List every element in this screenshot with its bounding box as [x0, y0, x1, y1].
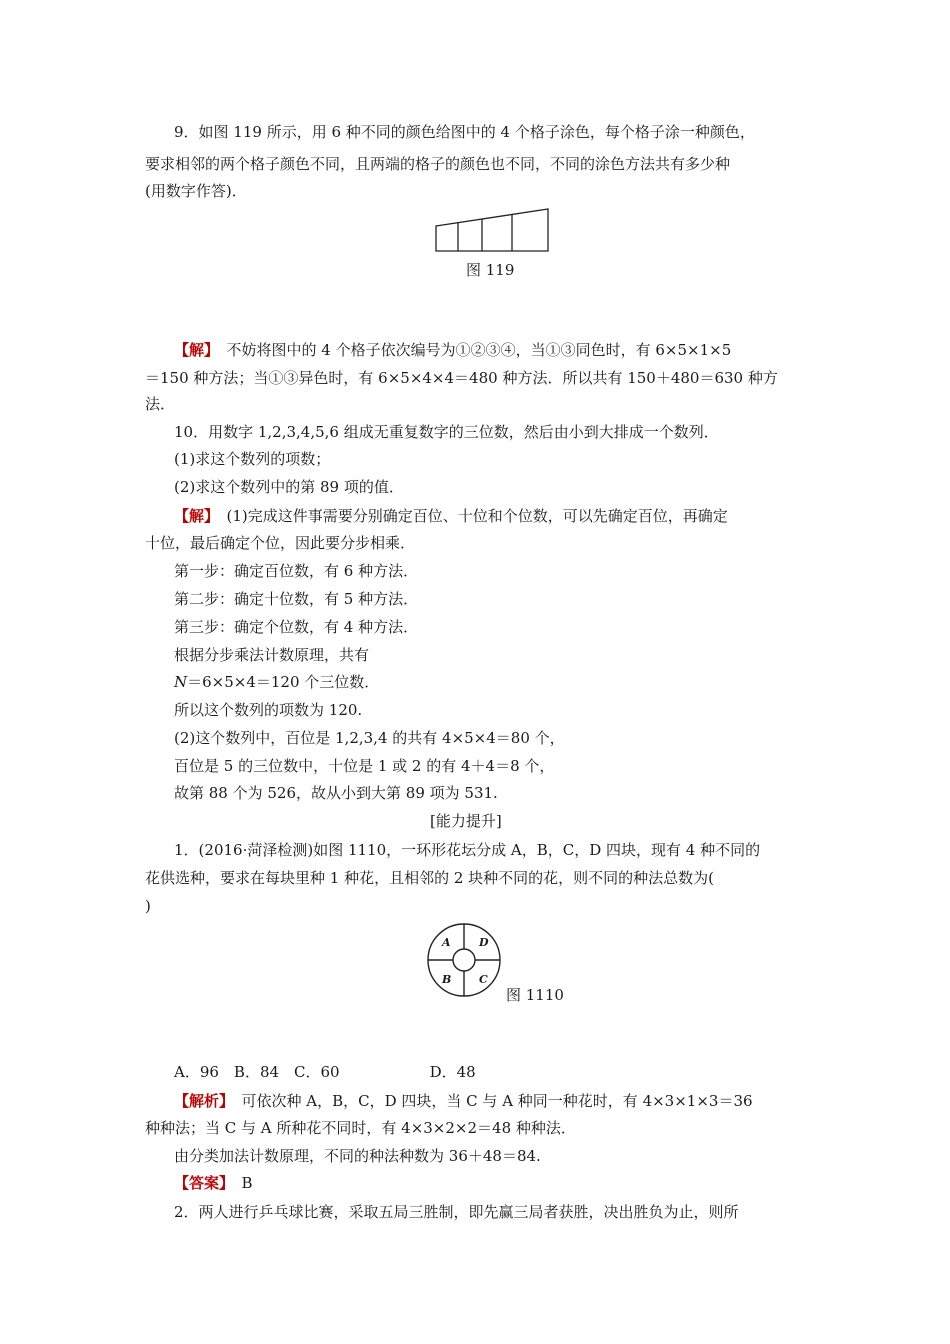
sol10-line1 [174, 506, 728, 526]
a1-line2: 花供选种，要求在每块里种 1 种花，且相邻的 2 块种不同的花，则不同的种法总数为( [145, 869, 715, 887]
sol9-text1: 不妨将图中的 4 个格子依次编号为①②③④，当①③同色时，有 6×5×1×5 [211, 341, 732, 359]
sol-a1-tag: 【解析】 [174, 1092, 227, 1110]
q9-line1: 9．如图 119 所示，用 6 种不同的颜色给图中的 4 个格子涂色，每个格子涂一种颜色， [174, 123, 755, 141]
sol10-step3: 第三步：确定个位数，有 4 种方法． [174, 618, 419, 636]
sol-a1-line1 [174, 1091, 753, 1111]
sol-a1-line2: 种种法；当 C 与 A 所种花不同时，有 4×3×2×2＝48 种种法． [145, 1119, 576, 1137]
sol10-line2: 十位，最后确定个位，因此要分步相乘． [145, 534, 416, 552]
sol10-step2: 第二步：确定十位数，有 5 种方法． [174, 590, 419, 608]
a1-line1: 1．(2016·菏泽检测)如图 1110，一环形花坛分成 A，B，C，D 四块，现有 4 种不同的 [174, 841, 761, 859]
q9-line3: (用数字作答)． [145, 182, 247, 200]
answer-tag: 【答案】 [174, 1174, 227, 1192]
sol10-result1: 所以这个数列的项数为 120. [174, 701, 363, 719]
sol9-line3: 法． [145, 395, 176, 413]
sol10-part2-line1: (2)这个数列中，百位是 1,2,3,4 的共有 4×5×4＝80 个， [174, 729, 565, 747]
answer-value: B [226, 1174, 253, 1192]
sol-a1-text1: 可依次种 A，B，C，D 四块，当 C 与 A 种同一种花时，有 4×3×1×3＝36 [226, 1092, 753, 1110]
a1-line3: ) [145, 897, 151, 915]
sol10-principle: 根据分步乘法计数原理，共有 [174, 646, 370, 664]
section-title: [能力提升] [430, 812, 502, 830]
q10-part2: (2)求这个数列中的第 89 项的值． [174, 478, 404, 496]
region-d-label: D [479, 936, 489, 949]
answer-line [174, 1173, 253, 1193]
q10-line1: 10．用数字 1,2,3,4,5,6 组成无重复数字的三位数，然后由小到大排成一个数列． [174, 423, 719, 441]
figure-119-grid [432, 205, 552, 255]
sol9-line2: ＝150 种方法；当①③异色时，有 6×5×4×4＝480 种方法．所以共有 150＋480＝630 种方 [145, 369, 778, 387]
sol10-part2-line2: 百位是 5 的三位数中，十位是 1 或 2 的有 4＋4＝8 个， [174, 757, 555, 775]
formula-variable: N [174, 673, 188, 691]
figure-1110-ring [426, 922, 502, 998]
formula-rest: ＝6×5×4＝120 个三位数． [187, 673, 380, 691]
q10-part1: (1)求这个数列的项数； [174, 450, 331, 468]
figure-119-caption: 图 119 [466, 261, 515, 279]
sol10-text1: (1)完成这件事需要分别确定百位、十位和个位数，可以先确定百位，再确定 [211, 507, 728, 525]
sol9-tag: 【解】 [174, 341, 212, 359]
sol-a1-line3: 由分类加法计数原理，不同的种法种数为 36＋48＝84. [174, 1147, 541, 1165]
region-a-label: A [442, 936, 451, 949]
a2-line1: 2．两人进行乒乓球比赛，采取五局三胜制，即先赢三局者获胜，决出胜负为止，则所 [174, 1203, 739, 1221]
sol10-tag: 【解】 [174, 507, 212, 525]
ring-inner [453, 949, 475, 971]
sol10-part2-line3: 故第 88 个为 526，故从小到大第 89 项为 531. [174, 784, 498, 802]
sol10-step1: 第一步：确定百位数，有 6 种方法． [174, 562, 419, 580]
grid-outline [436, 209, 548, 251]
sol10-formula [174, 672, 379, 692]
a1-choices: A．96 B．84 C．60 D．48 [174, 1063, 476, 1081]
region-c-label: C [479, 973, 488, 986]
sol9-line1 [174, 340, 731, 360]
q9-line2: 要求相邻的两个格子颜色不同，且两端的格子的颜色也不同，不同的涂色方法共有多少种 [145, 155, 731, 173]
region-b-label: B [442, 973, 452, 986]
figure-1110-caption: 图 1110 [506, 986, 564, 1004]
